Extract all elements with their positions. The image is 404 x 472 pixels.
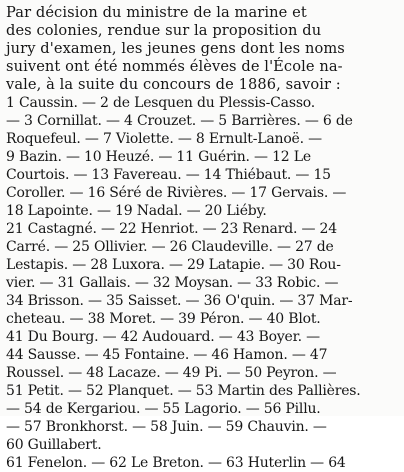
intro-line-2: des colonies, rendue sur la proposition du — [6, 22, 322, 39]
list-line: — 3 Cornillat. — 4 Crouzet. — 5 Barrières. — 6 de — [6, 113, 353, 129]
list-line: 51 Petit. — 52 Planquet. — 53 Martin des Pallières. — [6, 383, 361, 399]
list-line: Coroller. — 16 Séré de Rivières. — 17 Gervais. — — [6, 185, 347, 201]
list-line: Roussel. — 48 Lacaze. — 49 Pi. — 50 Peyron. — — [6, 365, 337, 381]
list-line: Roquefeul. — 7 Violette. — 8 Ernult-Lanoë. — — [6, 131, 322, 147]
list-line: cheteau. — 38 Moret. — 39 Péron. — 40 Blot. — [6, 311, 321, 327]
list-line: 9 Bazin. — 10 Heuzé. — 11 Guérin. — 12 Le — [6, 149, 311, 165]
list-line: 1 Caussin. — 2 de Lesquen du Plessis-Casso. — [6, 95, 316, 111]
list-line: 44 Sausse. — 45 Fontaine. — 46 Hamon. — 47 — [6, 347, 328, 363]
intro-line-5: vale, à la suite du concours de 1886, savoir : — [6, 76, 341, 93]
intro-line-4: suivent ont été nommés élèves de l'École na- — [6, 58, 343, 75]
list-line-partial: 61 Fenelon. — 62 Le Breton. — 63 Huterlin — 64 — [6, 455, 346, 471]
list-line: Carré. — 25 Ollivier. — 26 Claudeville. — 27 de — [6, 239, 334, 255]
article-text — [6, 4, 398, 471]
list-line: — 57 Bronkhorst. — 58 Juin. — 59 Chauvin. — — [6, 419, 327, 435]
list-line: Lestapis. — 28 Luxora. — 29 Latapie. — 30 Rou- — [6, 257, 341, 273]
list-line: vier. — 31 Gallais. — 32 Moysan. — 33 Robic. — — [6, 275, 339, 291]
intro-line-3: jury d'examen, les jeunes gens dont les noms — [6, 40, 345, 57]
list-line: 41 Du Bourg. — 42 Audouard. — 43 Boyer. — — [6, 329, 320, 345]
list-line: — 54 de Kergariou. — 55 Lagorio. — 56 Pillu. — [6, 401, 321, 417]
intro-line-1: Par décision du ministre de la marine et — [6, 4, 307, 21]
list-line: 34 Brisson. — 35 Saisset. — 36 O'quin. — 37 Mar- — [6, 293, 353, 309]
list-line: 18 Lapointe. — 19 Nadal. — 20 Liéby. — [6, 203, 267, 219]
list-line: 21 Castagné. — 22 Henriot. — 23 Renard. — 24 — [6, 221, 337, 237]
list-line: Courtois. — 13 Favereau. — 14 Thiébaut. — 15 — [6, 167, 331, 183]
list-line: 60 Guillabert. — [6, 437, 102, 453]
